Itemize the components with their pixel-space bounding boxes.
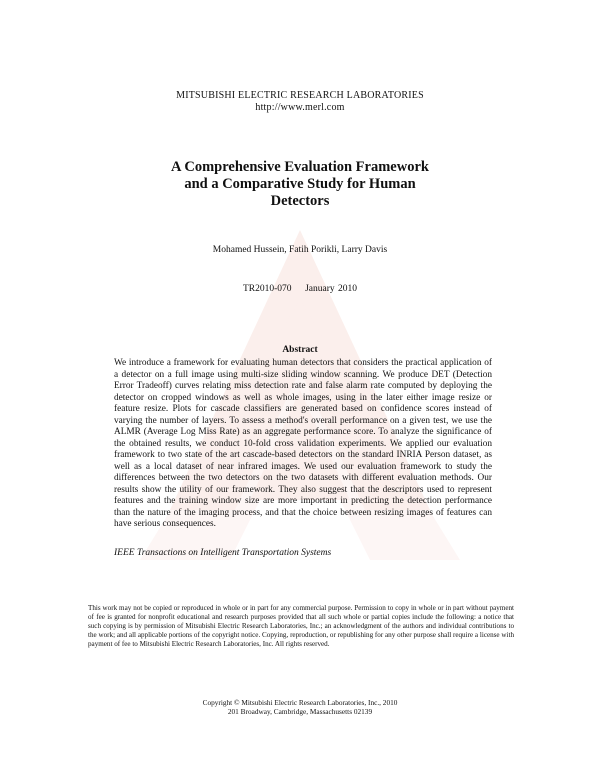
lab-url[interactable]: http://www.merl.com (255, 102, 345, 113)
paper-title (0, 159, 600, 210)
journal-name: IEEE Transactions on Intelligent Transportation Systems (114, 548, 332, 558)
lab-name: MITSUBISHI ELECTRIC RESEARCH LABORATORIES (176, 90, 424, 101)
copyright-line: Copyright © Mitsubishi Electric Research Laboratories, Inc., 2010 (202, 698, 398, 707)
abstract-heading: Abstract (282, 345, 318, 355)
address-line: 201 Broadway, Cambridge, Massachusetts 02139 (227, 707, 373, 716)
report-info (0, 284, 600, 294)
lab-header (0, 90, 600, 114)
authors: Mohamed Hussein, Fatih Porikli, Larry Davis (212, 245, 388, 255)
title-line: A Comprehensive Evaluation Framework (171, 159, 429, 175)
abstract-text: We introduce a framework for evaluating human detectors that considers the practical application of a detector on a full image using multi-size sliding window scanning. We produce DET (Detection Error Tradeoff) curves relating miss detection rate and false alarm rate computed by deploying the detector on cropped windows as well as whole images, using in the later either image resize or feature resize. Plots for cascade classifiers are generated based on confidence scores instead of varying the number of layers. To assess a method's overall performance on a given test, we use the ALMR (Average Log Miss Rate) as an aggregate performance score. To analyze the significance of the obtained results, we conduct 10-fold cross validation experiments. We applied our evaluation framework to two state of the art cascade-based detectors on the standard INRIA Person dataset, as well as a local dataset of near infrared images. We used our evaluation framework to study the differences between the two detectors on the two datasets with different evaluation methods. Our results show the utility of our framework. They also suggest that the descriptors used to represent features and the training window size are more important in predicting the detection performance than the nature of the imaging process, and that the choice between resizing images of features can have serious consequences. (114, 358, 492, 529)
title-line: Detectors (270, 193, 330, 209)
report-number: TR2010-070 (243, 284, 292, 294)
report-date: January 2010 (305, 284, 357, 294)
title-line: and a Comparative Study for Human (184, 176, 416, 192)
footer (0, 698, 600, 716)
copyright-notice: This work may not be copied or reproduced in whole or in part for any commercial purpose. Permission to copy in whole or in part without payment of fee is granted for nonprofit educational and research purposes provided that all such whole or partial copies include the following: a notice that such copying is by permission of Mitsubishi Electric Research Laboratories, Inc.; an acknowledgment of the authors and individual contributions to the work; and all applicable portions of the copyright notice. Copying, reproduction, or republishing for any other purpose shall require a license with payment of fee to Mitsubishi Electric Research Laboratories, Inc. All rights reserved. (88, 604, 514, 648)
